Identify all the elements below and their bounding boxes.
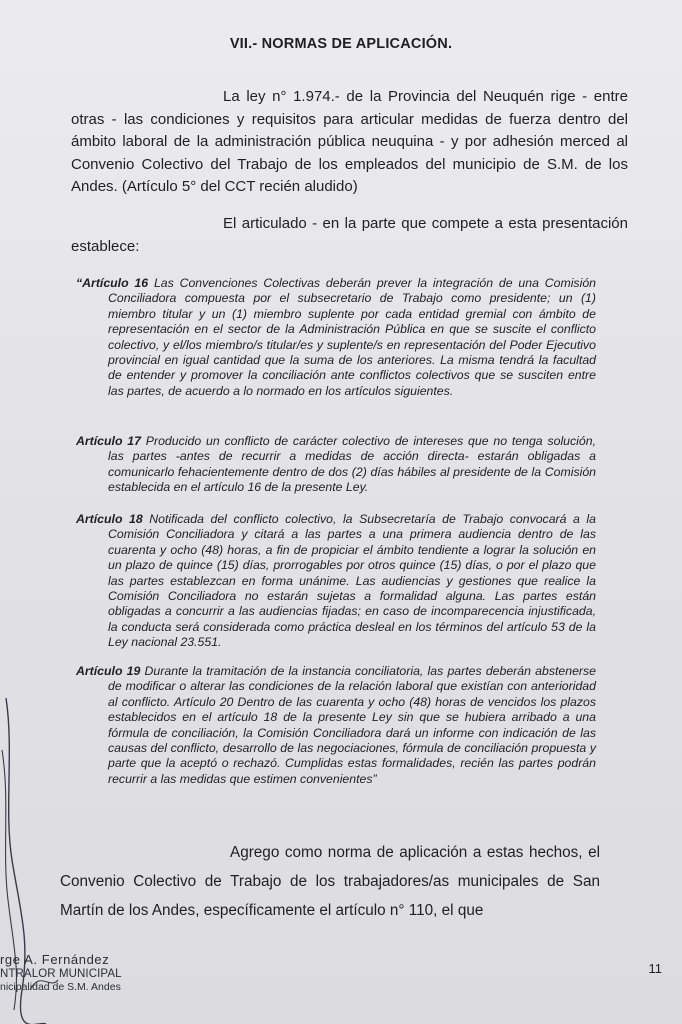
page-number: 11 [648, 961, 662, 976]
article-16 [76, 276, 596, 399]
article-16-text: Las Convenciones Colectivas deberán prever la integración de una Comisión Conciliadora compuesta por el subsecretario de Trabajo como presidente; un (1) miembro titular y un (1) miembro suplente por cada entidad gremial con ámbito de representación en el sector de la Administración Pública en que se suscite el conflicto colectivo, y el/los miembro/s titular/es y suplente/s en representación del Poder Ejecutivo provincial en igual cantidad que la suma de los anteriores. La misma tendrá la facultad de entender y promover la conciliación ante conflictos colectivos que se susciten entre las partes, de acuerdo a lo normado en los artículos siguientes. [108, 276, 596, 398]
paragraph-ley-1974: La ley n° 1.974.- de la Provincia del Neuquén rige - entre otras - las condiciones y requisitos para articular medidas de fuerza dentro del ámbito laboral de la administración pública neuquina - y por adhesión merced al Convenio Colectivo del Trabajo de los empleados del municipio de S.M. de los Andes. (Artículo 5° del CCT recién aludido) [71, 88, 628, 195]
section-heading: VII.- NORMAS DE APLICACIÓN. [229, 36, 453, 52]
paragraph-convenio: Agrego como norma de aplicación a estas hechos, el Convenio Colectivo de Trabajo de los trabajadores/as municipales de San Martín de los Andes, específicamente el artículo n° 110, el que [60, 844, 600, 919]
stamp-organization: nicipalidad de S.M. Andes [0, 981, 121, 993]
article-18 [76, 512, 596, 651]
stamp-role: NTRALOR MUNICIPAL [0, 968, 122, 980]
article-17 [76, 434, 596, 496]
article-17-heading: Artículo 17 [76, 434, 141, 448]
paragraph-articulado: El articulado - en la parte que compete a esta presentación establece: [71, 215, 628, 255]
article-16-heading: “Artículo 16 [76, 276, 149, 290]
official-stamp [0, 952, 160, 993]
article-18-text: Notificada del conflicto colectivo, la Subsecretaría de Trabajo convocará a la Comisión Conciliadora y citará a las partes a una primera audiencia dentro de las cuarenta y ocho (48) horas, a fin de propiciar el ámbito tendiente a lograr la solución en un plazo de quince (15) días, prorrogables por otros quince (15) días, o por el plazo que las partes establezcan en forma unánime. Las audiencias y gestiones que realice la Comisión Conciliadora no estarán sujetas a formalidad alguna. Las partes están obligadas a concurrir a las audiencias fijadas; en caso de incomparecencia injustificada, la conducta será considerada como práctica desleal en los términos del artículo 53 de la Ley nacional 23.551. [108, 512, 597, 650]
article-19-text: Durante la tramitación de la instancia conciliatoria, las partes deberán abstenerse de modificar o alterar las condiciones de la relación laboral que existían con anterioridad al conflicto. Artículo 20 Dentro de las cuarenta y ocho (48) horas de vencidos los plazos establecidos en el artículo 18 de la presente Ley sin que se hubiera arribado a una fórmula de conciliación, la Comisión Conciliadora dará un informe con indicación de las causas del conflicto, desarrollo de las negociaciones, fórmula de conciliación propuesta y parte que la aceptó o rechazó. Cumplidas estas formalidades, recién las partes podrán recurrir a las medidas que estimen convenientes” [108, 664, 596, 786]
article-17-text: Producido un conflicto de carácter colectivo de intereses que no tenga solución, las partes -antes de recurrir a medidas de acción directa- estarán obligadas a comunicarlo fehacientemente dentro de dos (2) días hábiles al presidente de la Comisión establecida en el artículo 16 de la presente Ley. [108, 434, 596, 495]
article-19 [76, 664, 596, 787]
article-19-heading: Artículo 19 [76, 664, 141, 678]
stamp-name: rge A. Fernández [0, 952, 110, 967]
article-18-heading: Artículo 18 [76, 512, 143, 526]
